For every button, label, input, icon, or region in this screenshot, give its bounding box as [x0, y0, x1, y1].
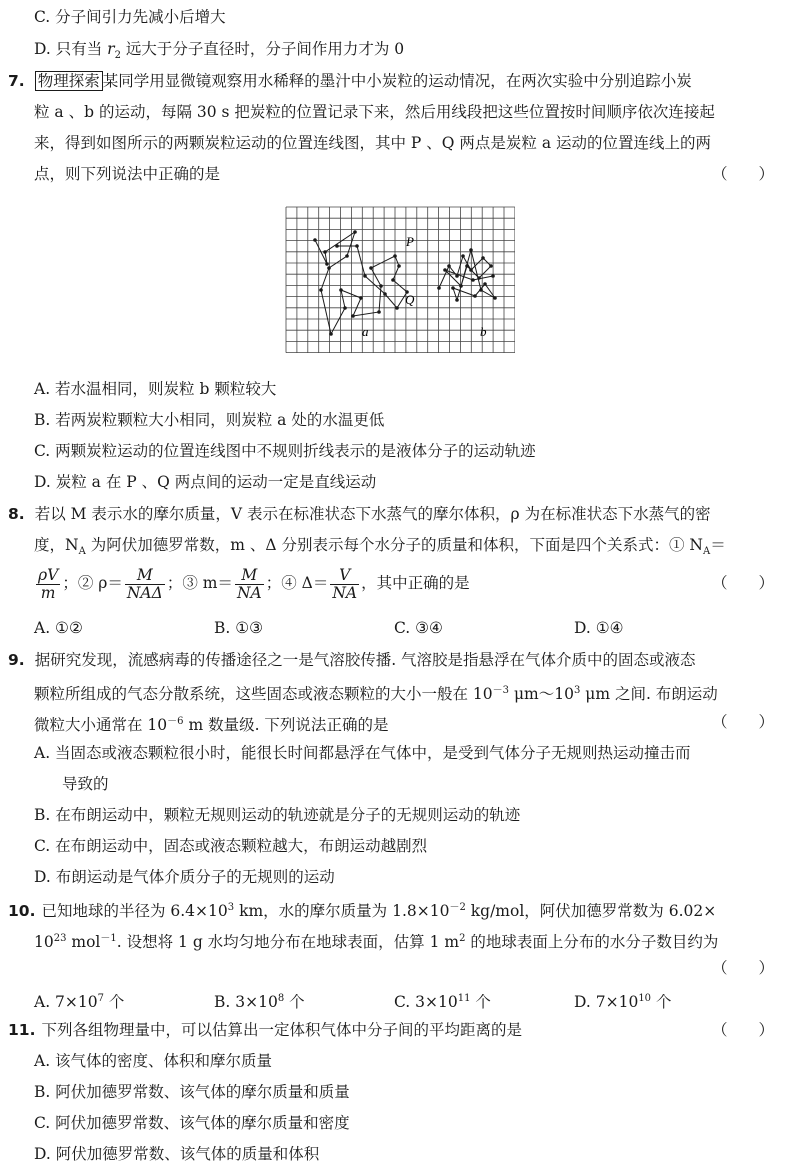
- q10-answer-paren: （ ）: [711, 959, 774, 977]
- trajectory-b-line-point: [455, 274, 459, 278]
- trajectory-a-line-point: [339, 288, 343, 292]
- q7-option-a[interactable]: A. 若水温相同，则炭粒 b 颗粒较大: [34, 380, 277, 398]
- trajectory-a-line-point: [345, 254, 349, 258]
- q7-option-c[interactable]: C. 两颗炭粒运动的位置连线图中不规则折线表示的是液体分子的运动轨迹: [34, 442, 536, 460]
- q7-option-b[interactable]: B. 若两炭粒颗粒大小相同，则炭粒 a 处的水温更低: [34, 411, 385, 429]
- trajectory-a-line-point: [323, 250, 327, 254]
- trajectory-b-line-point: [447, 264, 451, 268]
- q10-option-d[interactable]: D. $7\times 10^{10}$ 个: [574, 993, 672, 1012]
- trajectory-a-line-point: [353, 230, 357, 234]
- q9-stem-line2: 颗粒所组成的气态分散系统，这些固态或液态颗粒的大小一般在 $10^{-3}$ $\mu m\sim 10^3$ μm 之间. 布朗运动: [34, 685, 718, 704]
- q11-stem: 11. 下列各组物理量中，可以估算出一定体积气体中分子间的平均距离的是 （ ）: [8, 1021, 774, 1039]
- trajectory-b-line-point: [461, 254, 465, 258]
- trajectory-a-line-point: [377, 310, 381, 314]
- trajectory-a-line-point: [359, 296, 363, 300]
- q9-option-c[interactable]: C. 在布朗运动中，固态或液态颗粒越大，布朗运动越剧烈: [34, 837, 428, 855]
- q9-option-d[interactable]: D. 布朗运动是气体介质分子的无规则的运动: [34, 868, 335, 886]
- trajectory-b-line-point: [481, 256, 485, 260]
- trajectory-b-line-point: [491, 274, 495, 278]
- q11-answer-paren: （ ）: [711, 1021, 774, 1039]
- trajectory-a-line-point: [363, 274, 367, 278]
- q8-answer-paren: （ ）: [711, 574, 774, 592]
- trajectory-a-line-point: [379, 284, 383, 288]
- q7-stem-line2: 粒 a 、b 的运动，每隔 30 s 把炭粒的位置记录下来，然后用线段把这些位置按时间顺序依次连接起: [34, 103, 715, 121]
- trajectory-a-line-point: [325, 262, 329, 266]
- q11-number: 11.: [8, 1021, 36, 1039]
- trajectory-b: [439, 250, 495, 300]
- option-c-prev: C. 分子间引力先减小后增大: [34, 8, 226, 26]
- q11-option-c[interactable]: C. 阿伏加德罗常数、该气体的摩尔质量和密度: [34, 1114, 350, 1132]
- trajectory-b-line: [439, 250, 495, 300]
- trajectory-a-line-point: [393, 254, 397, 258]
- trajectory-a-line-point: [343, 306, 347, 310]
- q9-option-a-cont: 导致的: [62, 775, 109, 793]
- trajectory-b-line-point: [483, 282, 487, 286]
- label-b: b: [480, 324, 487, 339]
- q11-option-a[interactable]: A. 该气体的密度、体积和摩尔质量: [34, 1052, 273, 1070]
- trajectory-b-line-point: [477, 276, 481, 280]
- trajectory-a-line-point: [355, 244, 359, 248]
- q11-option-d[interactable]: D. 阿伏加德罗常数、该气体的质量和体积: [34, 1145, 320, 1163]
- trajectory-a-line-point: [313, 238, 317, 242]
- q10-number: 10.: [8, 902, 36, 921]
- formula-2: $\frac{M}{\text{NAΔ}}$: [126, 565, 163, 602]
- trajectory-b-line-point: [469, 268, 473, 272]
- formula-4: $\frac{V}{NA}$: [332, 565, 358, 602]
- q7-tag: 物理探索: [35, 71, 103, 91]
- trajectory-a-line-point: [327, 266, 331, 270]
- label-p: P: [406, 234, 414, 249]
- trajectory-a-line-point: [391, 278, 395, 282]
- q10-stem-line1: 10. 已知地球的半径为 $6.4\times 10^3$ km，水的摩尔质量为 $1.8\times 10^{-2}$ kg/mol，阿伏加德罗常数为 6.02×: [8, 902, 717, 921]
- q7-answer-paren: （ ）: [711, 165, 774, 183]
- q9-number: 9.: [8, 651, 25, 669]
- trajectory-a-line-point: [397, 264, 401, 268]
- trajectory-a-line-point: [329, 332, 333, 336]
- trajectory-a-line-point: [383, 292, 387, 296]
- trajectory-b-line-point: [473, 294, 477, 298]
- q8-option-c[interactable]: C. ③④: [394, 619, 443, 637]
- trajectory-b-line-point: [471, 278, 475, 282]
- trajectory-a-line-point: [369, 266, 373, 270]
- q10-option-b[interactable]: B. $3\times 10^8$ 个: [214, 993, 305, 1012]
- q9-option-a[interactable]: A. 当固态或液态颗粒很小时，能很长时间都悬浮在气体中，是受到气体分子无规则热运动撞击而: [34, 744, 691, 762]
- q11-option-b[interactable]: B. 阿伏加德罗常数、该气体的摩尔质量和质量: [34, 1083, 350, 1101]
- formula-1: $\frac{\rho V}{m}$: [38, 565, 59, 602]
- formula-3: $\frac{M}{NA}$: [236, 565, 262, 602]
- trajectory-b-line-point: [469, 248, 473, 252]
- q9-option-b[interactable]: B. 在布朗运动中，颗粒无规则运动的轨迹就是分子的无规则运动的轨迹: [34, 806, 521, 824]
- q8-option-a[interactable]: A. ①②: [34, 619, 83, 637]
- trajectory-b-line-point: [455, 298, 459, 302]
- trajectory-a-line-point: [351, 314, 355, 318]
- q8-number: 8.: [8, 505, 25, 523]
- option-d-prev: D. 只有当 $r_2$ 远大于分子直径时，分子间作用力才为 0: [34, 40, 405, 62]
- q7-stem-line3: 来，得到如图所示的两颗炭粒运动的位置连线图，其中 P 、Q 两点是炭粒 a 运动的位置连线上的两: [34, 134, 712, 152]
- label-a: a: [362, 324, 369, 339]
- trajectory-a-line-point: [335, 244, 339, 248]
- trajectory-b-line-point: [465, 264, 469, 268]
- trajectory-a-line-point: [395, 306, 399, 310]
- q8-formulas-line: $\frac{\rho V}{m}$ ；② ρ＝ $\frac{M}{\text{NAΔ}}$ ；③ m＝ $\frac{M}{NA}$ ；④ Δ＝ $\frac{V}{NA}$ ，其中正确的是 （ ）: [34, 563, 782, 603]
- trajectory-b-line-point: [489, 264, 493, 268]
- q9-answer-paren: （ ）: [711, 713, 774, 731]
- trajectory-b-line-point: [479, 288, 483, 292]
- q8-option-b[interactable]: B. ①③: [214, 619, 264, 637]
- trajectory-b-line-point: [437, 286, 441, 290]
- q10-option-c[interactable]: C. $3\times 10^{11}$ 个: [394, 993, 491, 1012]
- q8-stem-line1: 8. 若以 M 表示水的摩尔质量，V 表示在标准状态下水蒸气的摩尔体积，ρ 为在标准状态下水蒸气的密: [8, 505, 711, 523]
- trajectory-a-line-point: [319, 288, 323, 292]
- q8-stem-line2: 度，$N_A$ 为阿伏加德罗常数，m 、Δ 分别表示每个水分子的质量和体积，下面是四个关系式：① $N_A=$: [34, 536, 726, 558]
- trajectory-b-line-point: [459, 284, 463, 288]
- q9-stem-line1: 9. 据研究发现，流感病毒的传播途径之一是气溶胶传播. 气溶胶是指悬浮在气体介质中的固态或液态: [8, 651, 696, 669]
- q10-option-a[interactable]: A. $7\times 10^7$ 个: [34, 993, 125, 1012]
- label-q: Q: [405, 292, 415, 307]
- q7-number: 7.: [8, 72, 25, 90]
- q7-option-d[interactable]: D. 炭粒 a 在 P 、Q 两点间的运动一定是直线运动: [34, 473, 377, 491]
- brownian-motion-figure: [285, 206, 515, 356]
- q9-stem-line3: 微粒大小通常在 $10^{-6}$ m 数量级. 下列说法正确的是 （ ）: [34, 713, 774, 735]
- q7-stem-line4: 点，则下列说法中正确的是 （ ）: [34, 165, 774, 183]
- trajectory-b-line-point: [443, 268, 447, 272]
- trajectory-b-line-point: [451, 286, 455, 290]
- q10-stem-line2: $10^{23}$ mol$^{-1}$. 设想将 1 g 水均匀地分布在地球表面，估算 1 $m^2$ 的地球表面上分布的水分子数目约为: [34, 933, 719, 952]
- q8-option-d[interactable]: D. ①④: [574, 619, 624, 637]
- trajectory-b-line-point: [493, 296, 497, 300]
- q7-stem-line1: 7. 物理探索 某同学用显微镜观察用水稀释的墨汁中小炭粒的运动情况，在两次实验中分别追踪小炭: [8, 72, 692, 90]
